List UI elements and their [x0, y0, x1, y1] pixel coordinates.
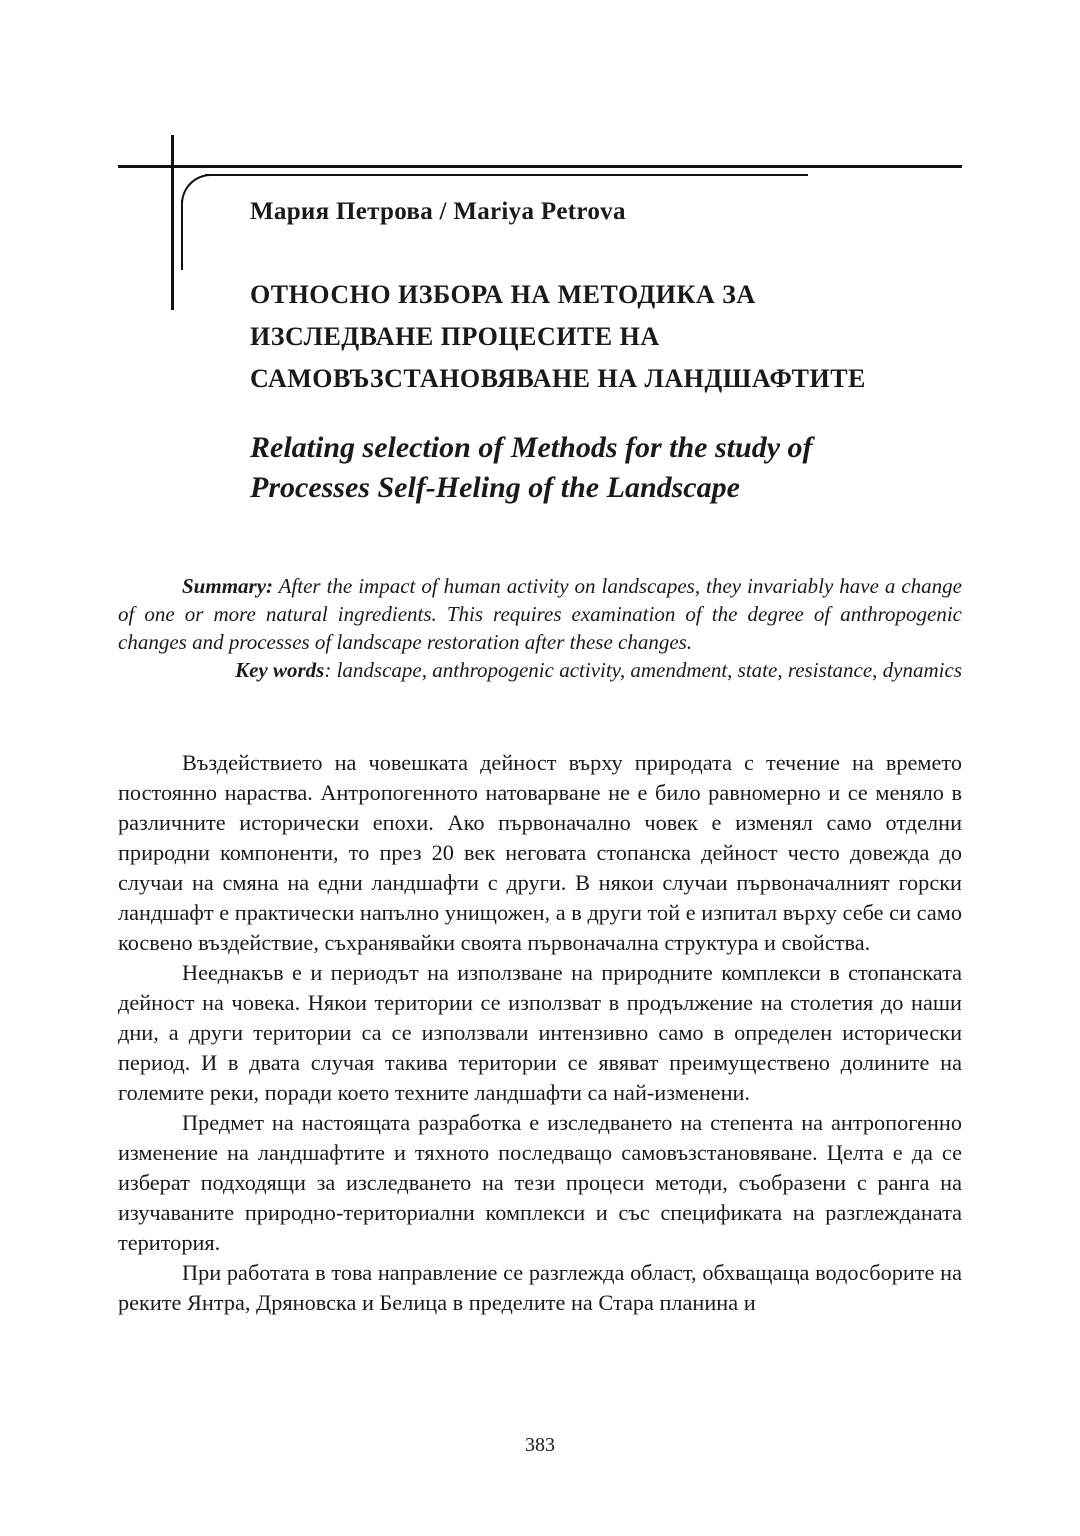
title-english [250, 428, 970, 508]
summary-block [118, 572, 962, 684]
title-bulgarian-line: ОТНОСНО ИЗБОРА НА МЕТОДИКА ЗА [250, 280, 756, 309]
body-paragraph: Предмет на настоящата разработка е изследването на степента на антропогенно изменение на ландшафтите и тяхното последващо самовъзстановяване. Целта е да се изберат подходящи за изследването на тези процеси методи, съобразени с ранга на изучаваните природно-териториални комплекси и със спецификата на разглежданата територия. [118, 1110, 962, 1255]
body-text [118, 748, 962, 1318]
title-bulgarian [250, 274, 970, 400]
summary-text: After the impact of human activity on landscapes, they invariably have a change of one or more natural ingredients. This requires examination of the degree of anthropogenic changes and processes of landscape restoration after these changes. [118, 574, 962, 654]
title-bulgarian-line: ИЗСЛЕДВАНЕ ПРОЦЕСИТЕ НА [250, 322, 660, 351]
author-name: Мария Петрова / Mariya Petrova [250, 198, 626, 225]
body-paragraph: Въздействието на човешката дейност върху природата с течение на времето постоянно нараства. Антропогенното натоварване не е било равномерно и се меняло в различните исторически епохи. Ако първоначално човек е изменял само отделни природни компоненти, то през 20 век неговата стопанска дейност често довежда до случаи на смяна на едни ландшафти с други. В някои случаи първоначалният горски ландшафт е практически напълно унищожен, а в други той е изпитал върху себе си само косвено въздействие, съхранявайки своята първоначална структура и свойства. [118, 750, 962, 955]
body-paragraph: При работата в това направление се разглежда област, обхващаща водосборите на реките Янтра, Дряновска и Белица в пределите на Стара планина и [118, 1260, 962, 1315]
header-rule-corner [181, 174, 213, 206]
header-rule-horizontal [118, 165, 962, 168]
header-rule-vertical [171, 135, 174, 310]
body-paragraph: Нееднакъв е и периодът на използване на природните комплекси в стопанската дейност на човека. Някои територии се използват в продължение на столетия до наши дни, а други територии са се използвали интензивно само в определен исторически период. И в двата случая такива територии се явяват преимуществено долините на големите реки, поради което техните ландшафти са най-изменени. [118, 960, 962, 1105]
keywords-paragraph [118, 656, 962, 684]
header-rule-inner-horizontal [205, 174, 808, 176]
header-rule-inner-vertical [181, 200, 183, 270]
title-english-line: Processes Self-Heling of the Landscape [250, 471, 740, 504]
summary-paragraph [118, 572, 962, 656]
summary-label: Summary: [182, 574, 274, 598]
title-bulgarian-line: САМОВЪЗСТАНОВЯВАНЕ НА ЛАНДШАФТИТЕ [250, 364, 866, 393]
page-number: 383 [525, 1434, 555, 1456]
title-english-line: Relating selection of Methods for the study of [250, 431, 813, 464]
keywords-text: : landscape, anthropogenic activity, amendment, state, resistance, dynamics [324, 658, 962, 682]
keywords-label: Key words [235, 658, 325, 682]
